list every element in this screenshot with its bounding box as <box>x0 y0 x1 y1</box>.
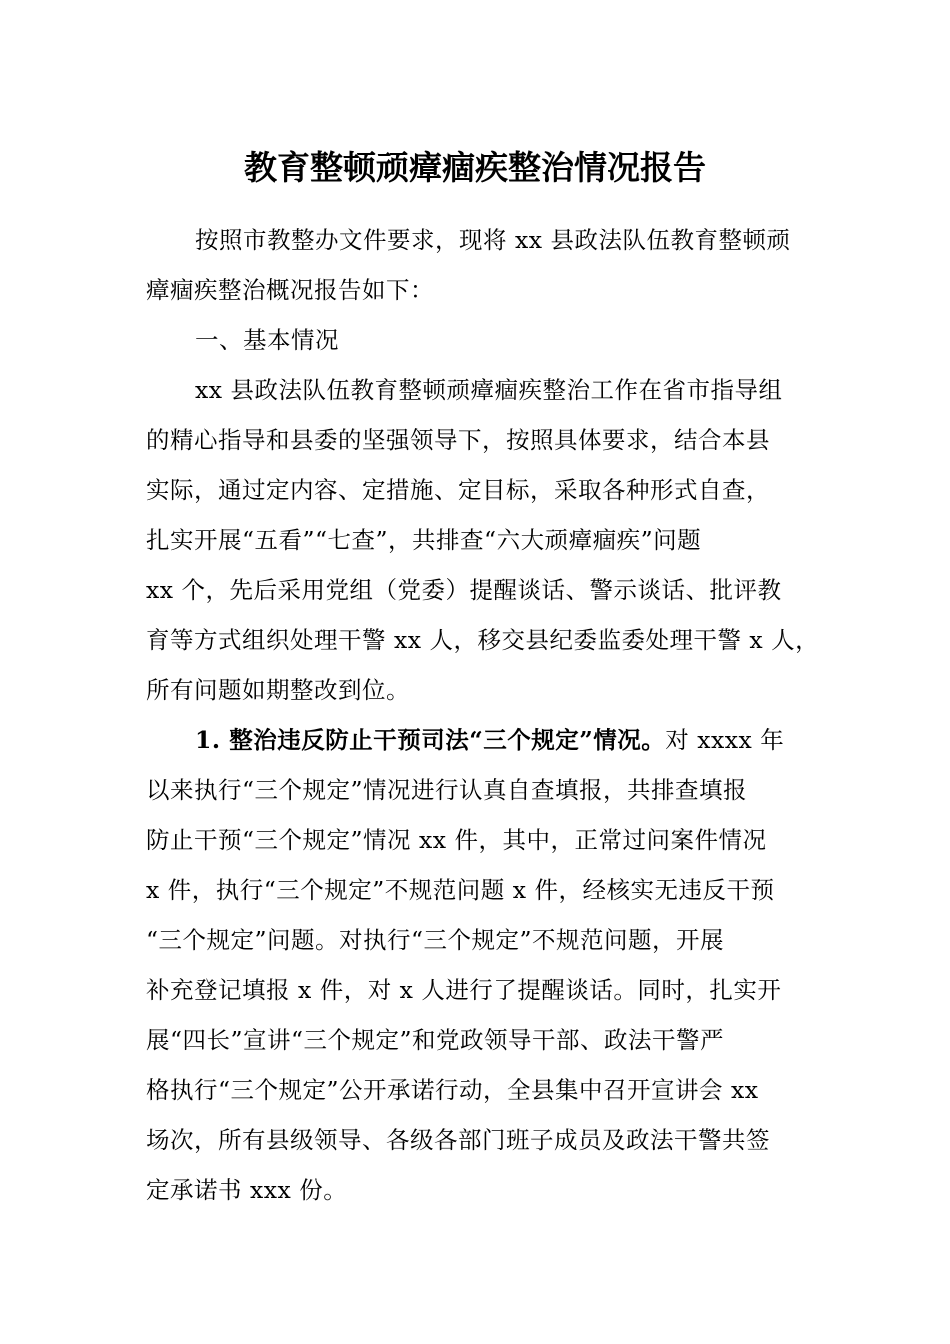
item1-line-8: 格执行“三个规定”公开承诺行动，全县集中召开宣讲会 xx <box>146 1076 759 1104</box>
item1-line-9: 场次，所有县级领导、各级各部门班子成员及政法干警共签 <box>146 1126 770 1154</box>
section1-line-2: 的精心指导和县委的坚强领导下，按照具体要求，结合本县 <box>146 426 770 454</box>
section1-line-4: 扎实开展“五看”“七查”，共排查“六大顽瘴痼疾”问题 <box>146 526 702 554</box>
section1-line-1: xx 县政法队伍教育整顿顽瘴痼疾整治工作在省市指导组 <box>195 376 783 404</box>
document-title: 教育整顿顽瘴痼疾整治情况报告 <box>244 148 706 187</box>
section1-line-7: 所有问题如期整改到位。 <box>146 676 410 704</box>
item1-first-line <box>195 720 784 760</box>
item1-line-5: “三个规定”问题。对执行“三个规定”不规范问题，开展 <box>146 926 725 954</box>
item1-line-10: 定承诺书 xxx 份。 <box>146 1176 348 1204</box>
item1-line-4: x 件，执行“三个规定”不规范问题 x 件，经核实无违反干预 <box>146 876 775 904</box>
section1-line-3: 实际，通过定内容、定措施、定目标，采取各种形式自查， <box>146 476 770 504</box>
item1-line-6: 补充登记填报 x 件，对 x 人进行了提醒谈话。同时，扎实开 <box>146 976 782 1004</box>
item1-line-3: 防止干预“三个规定”情况 xx 件，其中，正常过问案件情况 <box>146 826 767 854</box>
intro-line-1: 按照市教整办文件要求，现将 xx 县政法队伍教育整顿顽 <box>195 226 791 254</box>
item1-line-7: 展“四长”宣讲“三个规定”和党政领导干部、政法干警严 <box>146 1026 725 1054</box>
section1-line-5: xx 个，先后采用党组（党委）提醒谈话、警示谈话、批评教 <box>146 576 782 604</box>
item1-line-2: 以来执行“三个规定”情况进行认真自查填报，共排查填报 <box>146 776 748 804</box>
section1-line-6: 育等方式组织处理干警 xx 人，移交县纪委监委处理干警 x 人， <box>146 626 820 654</box>
item1-first-rest: 对 xxxx 年 <box>665 726 785 754</box>
section-heading-basic: 一、基本情况 <box>195 326 339 354</box>
item1-heading: 1. 整治违反防止干预司法“三个规定”情况。 <box>195 726 666 754</box>
intro-line-2: 瘴痼疾整治概况报告如下： <box>146 276 434 304</box>
